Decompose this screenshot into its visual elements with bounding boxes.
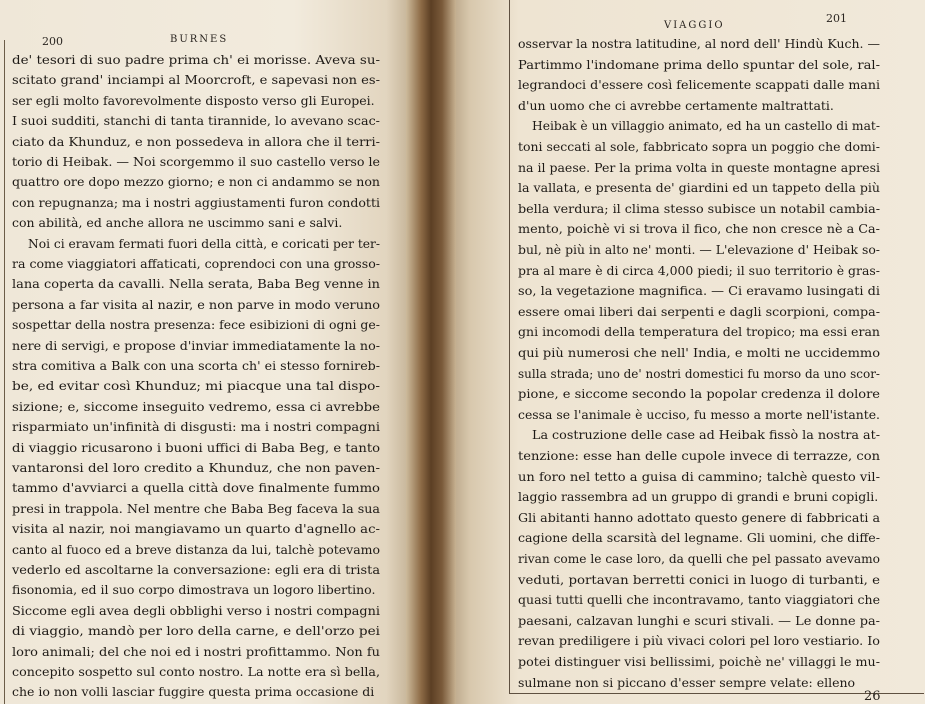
text-line: legrandoci d'essere così felicemente scappati dalle mani — [518, 77, 881, 93]
text-line: mento, poichè vi si trova il fico, che non cresce nè a Ca- — [518, 221, 880, 237]
text-line: sulla strada; uno de' nostri domestici fu morso da uno scor- — [518, 365, 881, 381]
text-line: torio di Heibak. — Noi scorgemmo il suo castello verso le — [12, 154, 381, 169]
text-line: canto al fuoco ed a breve distanza da lui, talchè potevamo — [12, 541, 380, 557]
text-line: tenzione: esse han delle cupole invece di terrazze, con — [518, 448, 881, 463]
text-line: di viaggio ricusarono i buoni uffici di Baba Beg, e tanto — [12, 439, 381, 455]
text-line: quasi tutti quelli che incontravamo, tanto viaggiatori che — [518, 592, 880, 608]
text-line: essere omai liberi dai serpenti e dagli scorpioni, compa- — [518, 303, 881, 319]
text-line: d'un uomo che ci avrebbe certamente maltrattati. — [518, 97, 834, 113]
text-line: che io non volli lasciar fuggire questa prima occasione di — [12, 684, 375, 700]
text-line: pione, e siccome secondo la popolar credenza il dolore — [518, 386, 881, 402]
text-line: paesani, calzavan lunghi e scuri stivali. — Le donne pa- — [518, 612, 880, 628]
right-page-number: 201 — [826, 12, 847, 25]
text-line: Partimmo l'indomane prima dello spuntar del sole, ral- — [518, 56, 880, 72]
text-line: laggio rassembra ad un gruppo di grandi e bruni copigli. — [518, 489, 879, 505]
text-line: fisonomia, ed il suo corpo dimostrava un logoro libertino. — [12, 582, 376, 598]
text-line: un foro nel tetto a guisa di cammino; talchè questo vil- — [518, 468, 881, 484]
text-line: I suoi sudditi, stanchi di tanta tirannide, lo avevano scac- — [12, 113, 380, 129]
text-line: Heibak è un villaggio animato, ed ha un castello di mat- — [532, 118, 880, 134]
text-line: tammo d'avviarci a quella città dove finalmente fummo — [12, 480, 380, 496]
text-line: cessa se l'animale è ucciso, fu messo a morte nell'istante. — [518, 406, 880, 422]
text-line: ra come viaggiatori affaticati, coprendoci con una grosso- — [12, 256, 380, 271]
text-line: be, ed evitar così Khunduz; mi piacque una tal dispo- — [12, 378, 381, 394]
text-line: pra al mare è di circa 4,000 piedi; il suo territorio è gras- — [518, 262, 880, 278]
text-line: revan prediligere i più vivaci colori pel loro vestiario. Io — [518, 633, 881, 649]
text-line: na il paese. Per la prima volta in queste montagne apresi — [518, 159, 880, 175]
text-line: nere di servigi, e propose d'inviar immediatamente la no- — [12, 337, 380, 353]
text-line: sospettar della nostra presenza: fece esibizioni di ogni ge- — [12, 317, 380, 333]
text-line: Gli abitanti hanno adottato questo genere di fabbricati a — [518, 509, 880, 525]
text-line: Siccome egli avea degli obblighi verso i nostri compagni — [12, 602, 380, 618]
text-line: so, la vegetazione magnifica. — Ci eravamo lusingati di — [518, 283, 880, 299]
text-line: veduti, portavan berretti conici in luogo di turbanti, e — [518, 571, 881, 587]
text-line: di viaggio, mandò per loro della carne, e dell'orzo pei — [12, 623, 380, 639]
text-line: potei distinguer visi bellissimi, poichè ne' villaggi le mu- — [518, 654, 880, 669]
text-line: gni incomodi della temperatura del tropico; ma essi eran — [518, 324, 880, 340]
text-line: vederlo ed ascoltarne la conversazione: egli era di trista — [12, 562, 381, 577]
text-line: con repugnanza; ma i nostri aggiustamenti furon condotti — [12, 194, 381, 210]
text-line: bul, nè più in alto ne' monti. — L'elevazione d' Heibak so- — [518, 242, 880, 257]
left-running-head: BURNES — [170, 34, 229, 45]
left-page-margin-rule — [4, 40, 5, 704]
text-line: persona a far visita al nazir, e non parve in modo veruno — [12, 296, 380, 312]
text-line: scitato grand' inciampi al Moorcroft, e sapevasi non es- — [12, 72, 381, 88]
text-line: loro animali; del che noi ed i nostri profittammo. Non fu — [12, 643, 380, 659]
text-line: lana coperta da cavalli. Nella serata, Baba Beg venne in — [12, 276, 381, 292]
text-line: ciato da Khunduz, e non possedeva in allora che il terri- — [12, 133, 381, 149]
text-line: sulmane non si piccano d'esser sempre velate: elleno — [518, 674, 856, 690]
text-line: quattro ore dopo mezzo giorno; e non ci andammo se non — [12, 174, 381, 190]
book-gutter — [406, 0, 456, 704]
text-line: concepito sospetto sul conto nostro. La notte era sì bella, — [12, 664, 380, 679]
text-line: qui più numerosi che nell' India, e molti ne uccidemmo — [518, 345, 881, 360]
text-line: presi in trappola. Nel mentre che Baba Beg faceva la sua — [12, 500, 381, 516]
text-line: la vallata, e presenta de' giardini ed un tappeto della più — [518, 180, 881, 196]
text-line: Noi ci eravam fermati fuori della città, e coricati per ter- — [28, 235, 380, 251]
text-line: visita al nazir, noi mangiavamo un quarto d'agnello ac- — [12, 521, 380, 537]
right-running-head: VIAGGIO — [664, 20, 725, 31]
left-page-number: 200 — [42, 35, 63, 48]
text-line: cagione della scarsità del legname. Gli uomini, che diffe- — [518, 530, 881, 546]
text-line: bella verdura; il clima stesso subisce un notabil cambia- — [518, 200, 881, 216]
text-line: La costruzione delle case ad Heibak fissò la nostra at- — [532, 427, 881, 443]
text-line: risparmiato un'infinità di disgusti: ma i nostri compagni — [12, 419, 380, 435]
text-line: con abilità, ed anche allora ne uscimmo sani e salvi. — [12, 215, 343, 231]
text-line: sizione; e, siccome inseguito vedremo, essa ci avrebbe — [12, 398, 381, 414]
text-line: ser egli molto favorevolmente disposto verso gli Europei. — [12, 92, 375, 108]
text-line: toni seccati al sole, fabbricato sopra un poggio che domi- — [518, 139, 880, 154]
text-line: vantaronsi del loro credito a Khunduz, che non paven- — [12, 460, 380, 475]
text-line: de' tesori di suo padre prima ch' ei morisse. Aveva su- — [12, 52, 381, 67]
text-line: osservar la nostra latitudine, al nord dell' Hindù Kuch. — — [518, 36, 880, 51]
signature-mark: 26 — [864, 689, 881, 704]
text-line: stra comitiva a Balk con una scorta ch' ei stesso fornireb- — [12, 358, 381, 373]
text-line: rivan come le case loro, da quelli che pel passato avevamo — [518, 551, 880, 566]
